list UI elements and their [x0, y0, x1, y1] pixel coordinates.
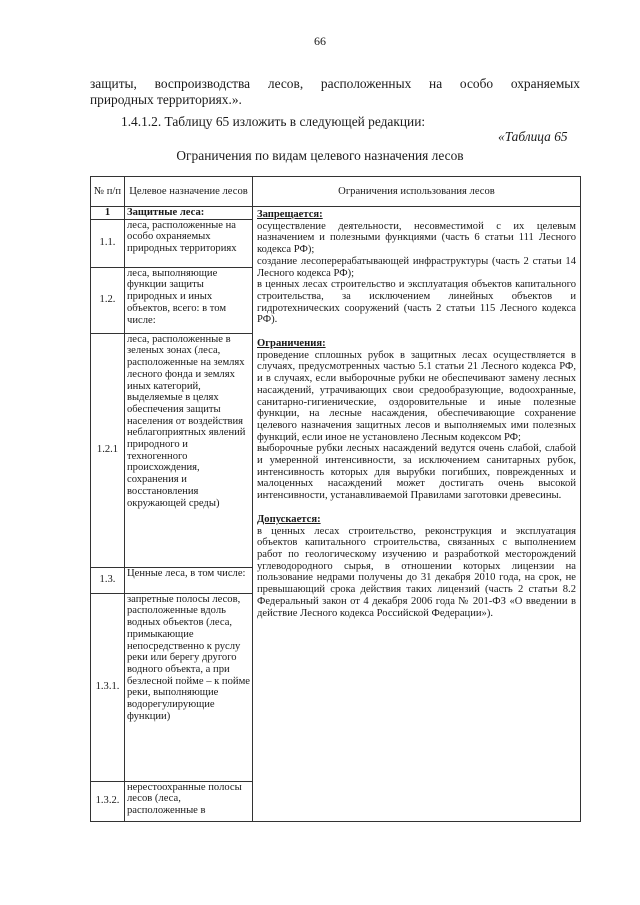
allowed-label: Допускается: [257, 513, 321, 525]
table-title: Ограничения по видам целевого назначения лесов [176, 148, 464, 163]
row-purpose: леса, выполняющие функции защиты природных и иных объектов, всего: в том числе: [125, 267, 253, 333]
row-num: 1.1. [91, 219, 125, 267]
restrictions-table [90, 176, 581, 822]
row-purpose: Ценные леса, в том числе: [125, 567, 253, 593]
section-row [91, 207, 581, 220]
table-header-row [91, 177, 581, 207]
row-purpose: нерестоохранные полосы лесов (леса, расположенные в [125, 781, 253, 821]
restrictions-cell [253, 207, 581, 822]
row-purpose: леса, расположенные в зеленых зонах (леса, расположенные на землях лесного фонда и землях иных категорий, выделяемые в целях обеспечения защиты населения от воздействия неблагоприятных явлений природного и техногенного происхождения, сохранения и восстановления окружающей среды) [125, 333, 253, 567]
limits-label: Ограничения: [257, 338, 326, 350]
page-number: 66 [314, 34, 326, 48]
intro-line-2: природных территориях.». [90, 92, 242, 107]
limits-item: проведение сплошных рубок в защитных лесах осуществляется в случаях, предусмотренных частью 5.1 статьи 21 Лесного кодекса РФ, и в случаях, если выборочные рубки не обеспечивают замену лесных насаждений, утрачивающих свои средообразующие, водоохранные, санитарно-гигиенические, оздоровительные и иные полезные функции, на лесные насаждения, обеспечивающие сохранение целевого назначения защитных лесов и выполняемых ими полезных функций, если иное не установлено Лесным кодексом РФ; [257, 349, 576, 443]
header-num: № п/п [91, 177, 125, 207]
allowed-item: в ценных лесах строительство, реконструкция и эксплуатация объектов капитального строительства, связанных с выполнением работ по геологическому изучению и разработкой месторождений углеводородного сырья, в отношении которых лицензии на пользование недрами получены до 31 декабря 2010 года, на срок, не превышающий срока действия таких лицензий (часть 2 статьи 8.2 Федеральный закон от 4 декабря 2006 года № 201-ФЗ «О введении в действие Лесного кодекса Российской Федерации»). [257, 525, 576, 619]
row-num: 1.2. [91, 267, 125, 333]
row-num: 1.2.1 [91, 333, 125, 567]
limits-item: выборочные рубки лесных насаждений ведутся очень слабой, слабой и умеренной интенсивности, за исключением санитарных рубок, интенсивность которых для вырубки погибших, поврежденных и малоценных насаждений может достигать очень высокой интенсивности, устанавливаемой Правилами заготовки древесины. [257, 443, 576, 502]
intro-line-1: защиты, воспроизводства лесов, расположенных на особо охраняемых [90, 76, 580, 91]
prohibited-item: в ценных лесах строительство и эксплуатация объектов капитального строительства, за исключением линейных объектов и гидротехнических сооружений (часть 2 статьи 115 Лесного кодекса РФ). [257, 279, 576, 326]
table-label: «Таблица 65 [498, 129, 568, 144]
row-num: 1.3.1. [91, 593, 125, 781]
prohibited-label: Запрещается: [257, 209, 323, 220]
row-purpose: запретные полосы лесов, расположенные вдоль водных объектов (леса, примыкающие непосредственно к руслу реки или берегу другого водного объекта, а при безлесной пойме – к пойме реки, выполняющие водорегулирующие функции) [125, 593, 253, 781]
row-num: 1.3. [91, 567, 125, 593]
header-restrictions: Ограничения использования лесов [253, 177, 581, 207]
section-num: 1 [91, 207, 125, 220]
row-num: 1.3.2. [91, 781, 125, 821]
amendment-text: 1.4.1.2. Таблицу 65 изложить в следующей редакции: [121, 114, 426, 129]
row-purpose: леса, расположенные на особо охраняемых природных территориях [125, 219, 253, 267]
section-name: Защитные леса: [125, 207, 253, 220]
header-purpose: Целевое назначение лесов [125, 177, 253, 207]
prohibited-item: осуществление деятельности, несовместимой с их целевым назначением и полезными функциями (часть 6 статьи 111 Лесного кодекса РФ); [257, 220, 576, 256]
prohibited-item: создание лесоперерабатывающей инфраструктуры (часть 2 статьи 14 Лесного кодекса РФ); [257, 255, 576, 279]
